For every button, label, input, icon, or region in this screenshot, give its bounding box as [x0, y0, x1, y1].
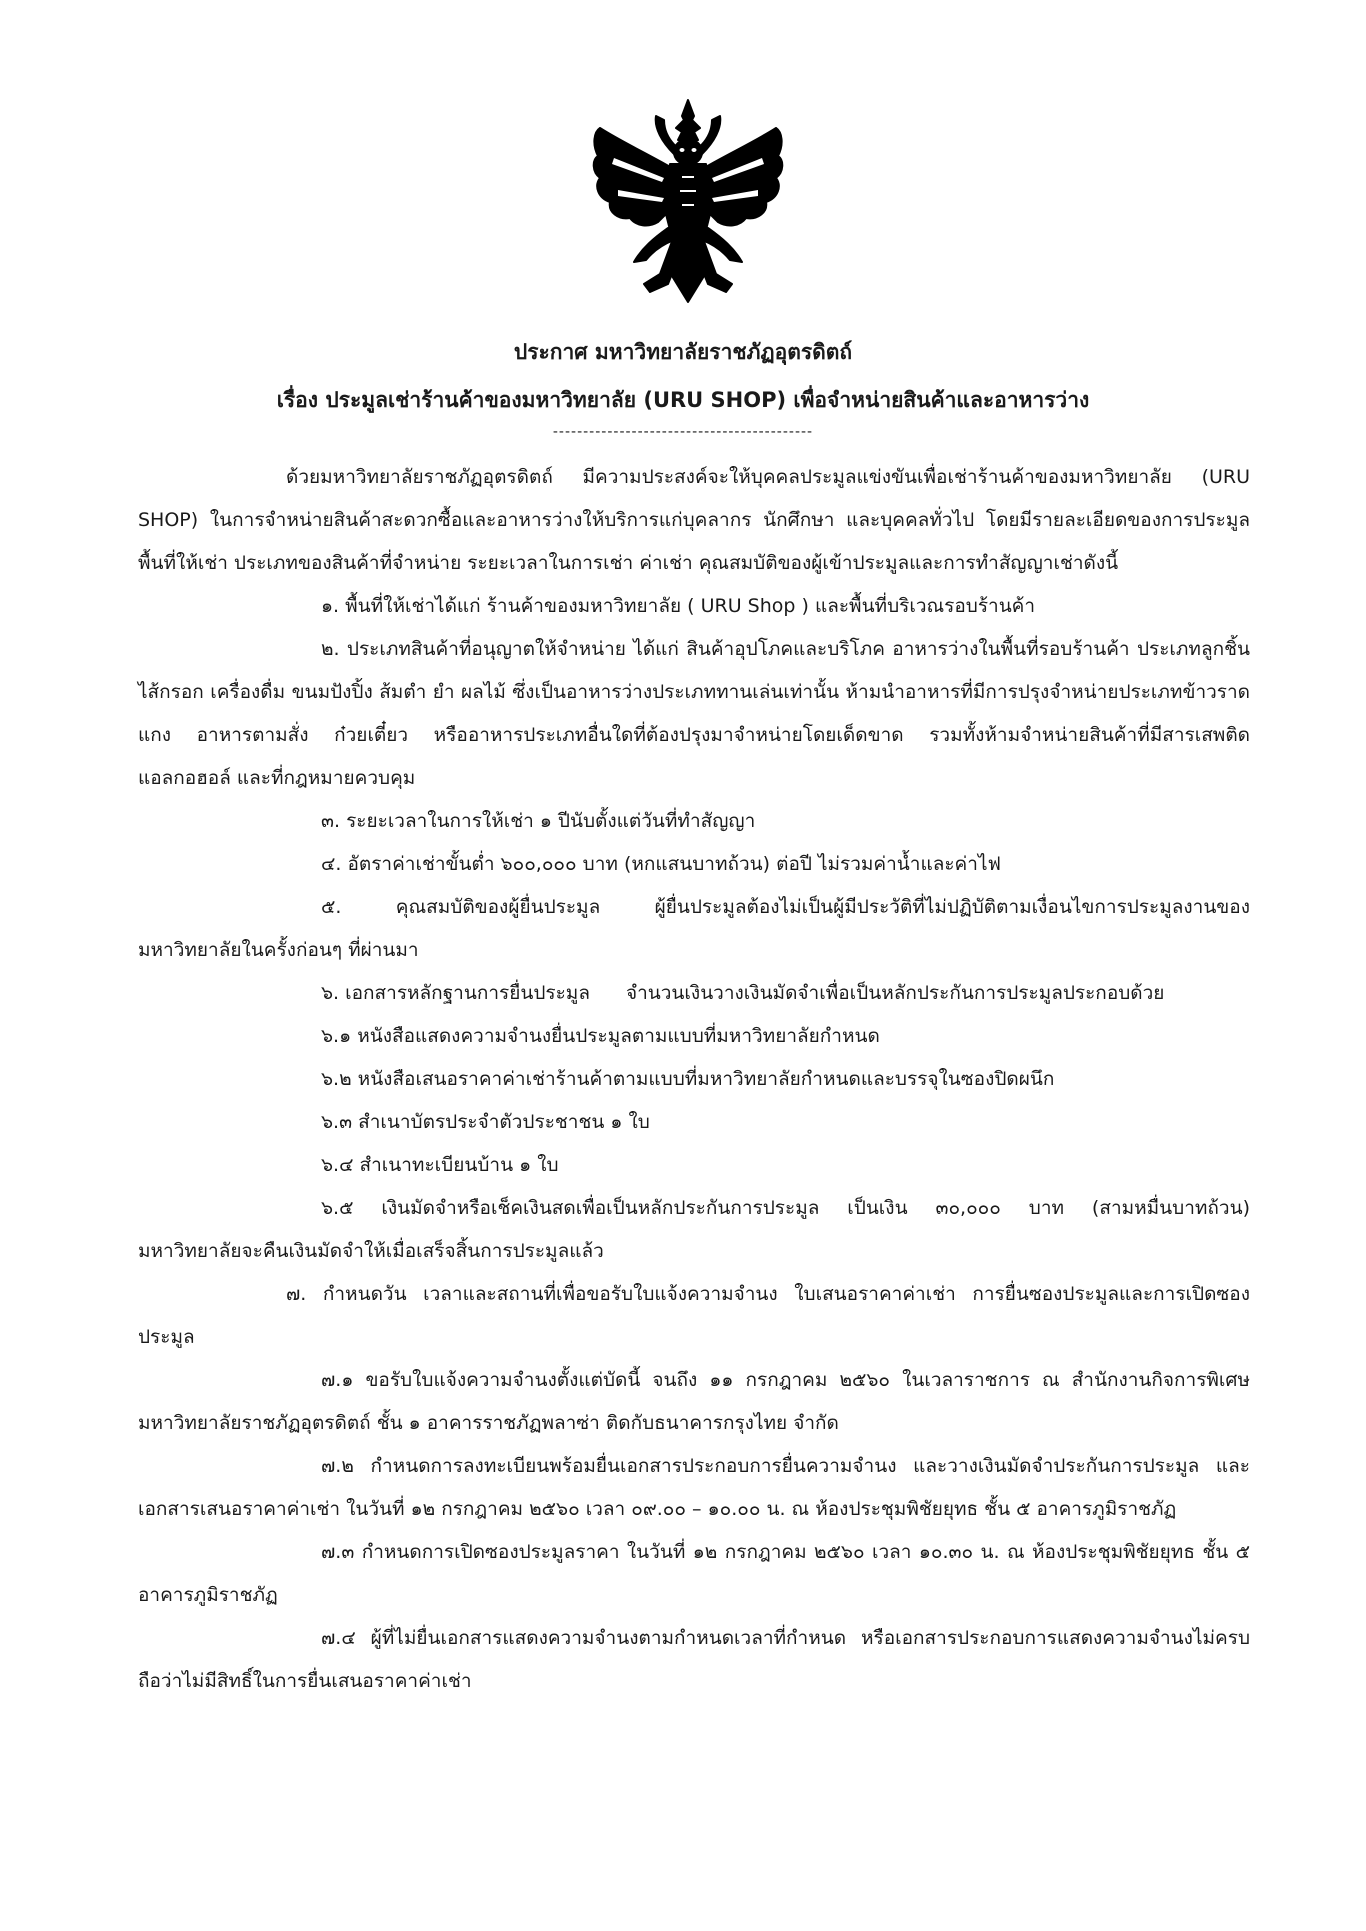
clause-6-3: ๖.๓ สำเนาบัตรประจำตัวประชาชน ๑ ใบ — [321, 1111, 650, 1133]
clause-7-3: ๗.๓ กำหนดการเปิดซองประมูลราคา ในวันที่ ๑๒ กรกฎาคม ๒๕๖๐ เวลา ๑๐.๓๐ น. ณ ห้องประชุมพิชัยยุทธ ชั้น ๕ อาคารภูมิราชภัฏ — [138, 1541, 1250, 1606]
clause-6-5: ๖.๕ เงินมัดจำหรือเช็คเงินสดเพื่อเป็นหลักประกันการประมูล เป็นเงิน ๓๐,๐๐๐ บาท (สามหมื่นบาทถ้วน) มหาวิทยาลัยจะคืนเงินมัดจำให้เมื่อเสร็จสิ้นการประมูลแล้ว — [138, 1197, 1250, 1262]
clause-6-title: ๖. เอกสารหลักฐานการยื่นประมูล — [321, 982, 590, 1004]
clause-1: ๑. พื้นที่ให้เช่าได้แก่ ร้านค้าของมหาวิทยาลัย ( URU Shop ) และพื้นที่บริเวณรอบร้านค้า — [321, 595, 1036, 617]
clause-6-4: ๖.๔ สำเนาทะเบียนบ้าน ๑ ใบ — [321, 1154, 559, 1176]
clause-6 — [138, 972, 1250, 1015]
clause-7-1: ๗.๑ ขอรับใบแจ้งความจำนงตั้งแต่บัดนี้ จนถึง ๑๑ กรกฎาคม ๒๕๖๐ ในเวลาราชการ ณ สำนักงานกิจการพิเศษ มหาวิทยาลัยราชภัฏอุตรดิตถ์ ชั้น ๑ อาคารราชภัฏพลาซ่า ติดกับธนาคารกรุงไทย จำกัด — [138, 1369, 1250, 1434]
announcement-body — [138, 456, 1250, 1703]
clause-2: ๒. ประเภทสินค้าที่อนุญาตให้จำหน่าย ได้แก่ สินค้าอุปโภคและบริโภค อาหารว่างในพื้นที่รอบร้านค้า ประเภทลูกชิ้น ไส้กรอก เครื่องดื่ม ขนมปังปิ้ง ส้มตำ ยำ ผลไม้ ซึ่งเป็นอาหารว่างประเภททานเล่นเท่านั้น ห้ามนำอาหารที่มีการปรุงจำหน่ายประเภทข้าวราดแกง อาหารตามสั่ง ก๋วยเตี๋ยว หรืออาหารประเภทอื่นใดที่ต้องปรุงมาจำหน่ายโดยเด็ดขาด รวมทั้งห้ามจำหน่ายสินค้าที่มีสารเสพติด แอลกอฮอล์ และที่กฎหมายควบคุม — [138, 638, 1250, 789]
clause-5: ๕. คุณสมบัติของผู้ยื่นประมูล ผู้ยื่นประมูลต้องไม่เป็นผู้มีประวัติที่ไม่ปฏิบัติตามเงื่อนไขการประมูลงานของมหาวิทยาลัยในครั้งก่อนๆ ที่ผ่านมา — [138, 896, 1250, 961]
clause-4: ๔. อัตราค่าเช่าขั้นต่ำ ๖๐๐,๐๐๐ บาท (หกแสนบาทถ้วน) ต่อปี ไม่รวมค่าน้ำและค่าไฟ — [321, 853, 1001, 875]
clause-7-2: ๗.๒ กำหนดการลงทะเบียนพร้อมยื่นเอกสารประกอบการยื่นความจำนง และวางเงินมัดจำประกันการประมูล และเอกสารเสนอราคาค่าเช่า ในวันที่ ๑๒ กรกฎาคม ๒๕๖๐ เวลา ๐๙.๐๐ – ๑๐.๐๐ น. ณ ห้องประชุมพิชัยยุทธ ชั้น ๕ อาคารภูมิราชภัฏ — [138, 1455, 1250, 1520]
clause-7-4: ๗.๔ ผู้ที่ไม่ยื่นเอกสารแสดงความจำนงตามกำหนดเวลาที่กำหนด หรือเอกสารประกอบการแสดงความจำนงไม่ครบถือว่าไม่มีสิทธิ์ในการยื่นเสนอราคาค่าเช่า — [138, 1627, 1250, 1692]
clause-6-2: ๖.๒ หนังสือเสนอราคาค่าเช่าร้านค้าตามแบบที่มหาวิทยาลัยกำหนดและบรรจุในซองปิดผนึก — [321, 1068, 1055, 1090]
clause-6-1: ๖.๑ หนังสือแสดงความจำนงยื่นประมูลตามแบบที่มหาวิทยาลัยกำหนด — [321, 1025, 880, 1047]
clause-3: ๓. ระยะเวลาในการให้เช่า ๑ ปีนับตั้งแต่วันที่ทำสัญญา — [321, 810, 756, 832]
announcement-subject: เรื่อง ประมูลเช่าร้านค้าของมหาวิทยาลัย (URU SHOP) เพื่อจำหน่ายสินค้าและอาหารว่าง — [276, 388, 1090, 412]
title-divider: ------------------------------------------- — [552, 424, 814, 440]
announcement-title: ประกาศ มหาวิทยาลัยราชภัฏอุตรดิตถ์ — [513, 340, 853, 364]
intro-paragraph: ด้วยมหาวิทยาลัยราชภัฏอุตรดิตถ์ มีความประสงค์จะให้บุคคลประมูลแข่งขันเพื่อเช่าร้านค้าของมหาวิทยาลัย (URU SHOP) ในการจำหน่ายสินค้าสะดวกซื้อและอาหารว่างให้บริการแก่บุคลากร นักศึกษา และบุคคลทั่วไป โดยมีรายละเอียดของการประมูล พื้นที่ให้เช่า ประเภทของสินค้าที่จำหน่าย ระยะเวลาในการเช่า ค่าเช่า คุณสมบัติของผู้เข้าประมูลและการทำสัญญาเช่าดังนี้ — [138, 466, 1250, 574]
clause-7: ๗. กำหนดวัน เวลาและสถานที่เพื่อขอรับใบแจ้งความจำนง ใบเสนอราคาค่าเช่า การยื่นซองประมูลและการเปิดซองประมูล — [138, 1283, 1250, 1348]
garuda-emblem-icon — [584, 98, 792, 306]
clause-6-description: จำนวนเงินวางเงินมัดจำเพื่อเป็นหลักประกันการประมูลประกอบด้วย — [625, 982, 1165, 1004]
